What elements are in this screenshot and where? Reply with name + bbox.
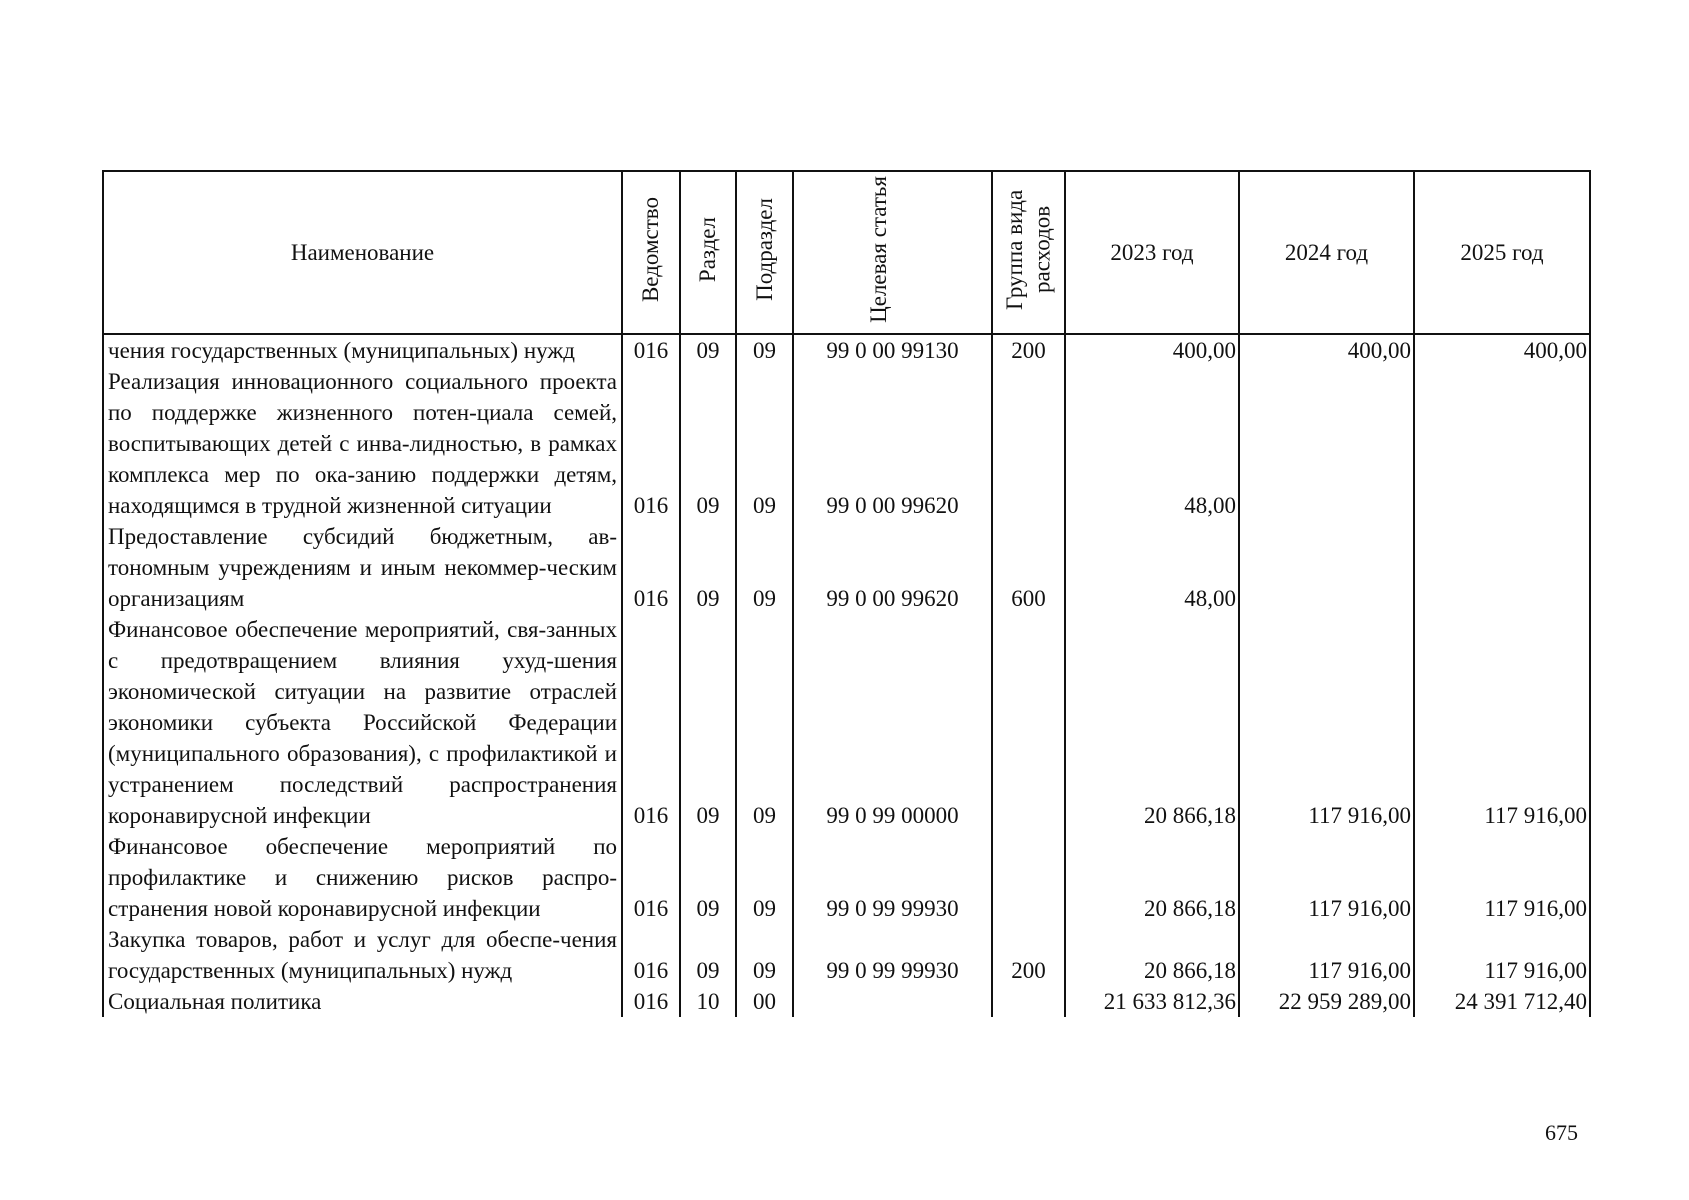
row-podrazdel-cell: 09 — [736, 334, 793, 366]
row-celevaya-statya-cell: 99 0 00 99620 — [793, 521, 992, 614]
row-gruppa-cell: 200 — [992, 924, 1065, 986]
row-year-2025-cell: 117 916,00 — [1414, 831, 1590, 924]
row-year-2024-cell: 117 916,00 — [1239, 614, 1414, 831]
header-podrazdel: Подраздел — [736, 171, 793, 334]
row-vedomstvo-cell: 016 — [622, 521, 680, 614]
row-year-2023-cell: 400,00 — [1065, 334, 1239, 366]
row-vedomstvo-cell: 016 — [622, 614, 680, 831]
row-year-2024-cell: 22 959 289,00 — [1239, 986, 1414, 1017]
table-row — [103, 986, 1590, 1017]
row-name-cell: Социальная политика — [103, 986, 622, 1017]
header-vedomstvo: Ведомство — [622, 171, 680, 334]
row-podrazdel-cell: 09 — [736, 521, 793, 614]
row-vedomstvo-cell: 016 — [622, 334, 680, 366]
header-celevaya-statya: Целевая статья — [793, 171, 992, 334]
header-year-2025: 2025 год — [1414, 171, 1590, 334]
row-year-2025-cell — [1414, 366, 1590, 521]
row-razdel-cell: 09 — [680, 831, 736, 924]
row-razdel-cell: 10 — [680, 986, 736, 1017]
row-name-cell: Финансовое обеспечение мероприятий, свя-занных с предотвращением влияния ухуд-шения экономической ситуации на развитие отраслей экономики субъекта Российской Федерации (муниципального образования), с профилактикой и устранением последствий распространения коронавирусной инфекции — [103, 614, 622, 831]
row-year-2025-cell: 117 916,00 — [1414, 924, 1590, 986]
row-gruppa-cell: 200 — [992, 334, 1065, 366]
row-year-2025-cell: 400,00 — [1414, 334, 1590, 366]
row-year-2023-cell: 20 866,18 — [1065, 924, 1239, 986]
row-razdel-cell: 09 — [680, 924, 736, 986]
header-year-2023: 2023 год — [1065, 171, 1239, 334]
table-row — [103, 334, 1590, 366]
row-year-2025-cell: 117 916,00 — [1414, 614, 1590, 831]
row-podrazdel-cell: 09 — [736, 924, 793, 986]
row-vedomstvo-cell: 016 — [622, 986, 680, 1017]
row-gruppa-cell: 600 — [992, 521, 1065, 614]
row-year-2025-cell — [1414, 521, 1590, 614]
budget-table — [102, 170, 1591, 1017]
row-year-2023-cell: 20 866,18 — [1065, 614, 1239, 831]
row-podrazdel-cell: 09 — [736, 366, 793, 521]
header-razdel: Раздел — [680, 171, 736, 334]
table-header-row — [103, 171, 1590, 334]
row-celevaya-statya-cell: 99 0 99 99930 — [793, 924, 992, 986]
header-year-2024: 2024 год — [1239, 171, 1414, 334]
row-gruppa-cell — [992, 366, 1065, 521]
row-name-cell: Предоставление субсидий бюджетным, ав-тономным учреждениям и иным некоммер-ческим организациям — [103, 521, 622, 614]
row-vedomstvo-cell: 016 — [622, 924, 680, 986]
row-gruppa-cell — [992, 614, 1065, 831]
row-year-2023-cell: 48,00 — [1065, 366, 1239, 521]
row-podrazdel-cell: 00 — [736, 986, 793, 1017]
row-celevaya-statya-cell — [793, 986, 992, 1017]
row-year-2023-cell: 20 866,18 — [1065, 831, 1239, 924]
header-name: Наименование — [103, 171, 622, 334]
row-vedomstvo-cell: 016 — [622, 366, 680, 521]
row-year-2024-cell — [1239, 366, 1414, 521]
row-gruppa-cell — [992, 831, 1065, 924]
row-year-2024-cell: 400,00 — [1239, 334, 1414, 366]
row-year-2025-cell: 24 391 712,40 — [1414, 986, 1590, 1017]
page-number: 675 — [1545, 1120, 1578, 1145]
row-year-2024-cell: 117 916,00 — [1239, 924, 1414, 986]
table-row — [103, 521, 1590, 614]
row-name-cell: Закупка товаров, работ и услуг для обеспе-чения государственных (муниципальных) нужд — [103, 924, 622, 986]
row-celevaya-statya-cell: 99 0 99 99930 — [793, 831, 992, 924]
row-year-2024-cell: 117 916,00 — [1239, 831, 1414, 924]
table-row — [103, 366, 1590, 521]
row-year-2023-cell: 21 633 812,36 — [1065, 986, 1239, 1017]
row-razdel-cell: 09 — [680, 334, 736, 366]
row-podrazdel-cell: 09 — [736, 614, 793, 831]
row-razdel-cell: 09 — [680, 366, 736, 521]
row-celevaya-statya-cell: 99 0 00 99130 — [793, 334, 992, 366]
table-row — [103, 924, 1590, 986]
row-year-2023-cell: 48,00 — [1065, 521, 1239, 614]
row-podrazdel-cell: 09 — [736, 831, 793, 924]
row-razdel-cell: 09 — [680, 521, 736, 614]
row-vedomstvo-cell: 016 — [622, 831, 680, 924]
row-celevaya-statya-cell: 99 0 00 99620 — [793, 366, 992, 521]
row-year-2024-cell — [1239, 521, 1414, 614]
row-celevaya-statya-cell: 99 0 99 00000 — [793, 614, 992, 831]
header-gruppa-vida-rashodov: Группа вида расходов — [992, 171, 1065, 334]
row-gruppa-cell — [992, 986, 1065, 1017]
table-row — [103, 831, 1590, 924]
row-name-cell: Реализация инновационного социального проекта по поддержке жизненного потен-циала семей, воспитывающих детей с инва-лидностью, в рамках комплекса мер по ока-занию поддержки детям, находящимся в трудной жизненной ситуации — [103, 366, 622, 521]
table-row — [103, 614, 1590, 831]
row-name-cell: Финансовое обеспечение мероприятий по профилактике и снижению рисков распро-странения новой коронавирусной инфекции — [103, 831, 622, 924]
row-name-cell: чения государственных (муниципальных) нужд — [103, 334, 622, 366]
row-razdel-cell: 09 — [680, 614, 736, 831]
